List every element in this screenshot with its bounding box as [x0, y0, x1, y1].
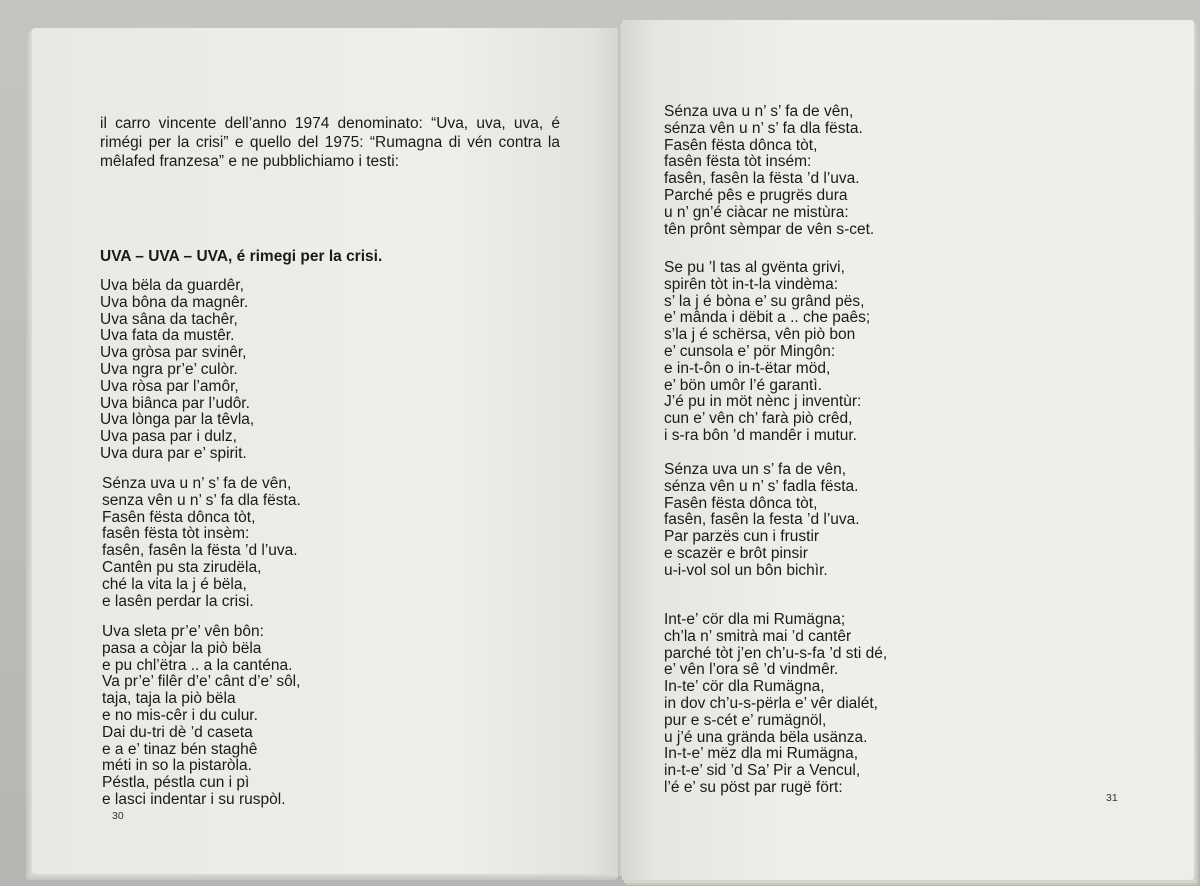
left-page — [32, 28, 622, 874]
verse-line: Uva ròsa par l’amôr, — [100, 377, 239, 395]
verse-line: fasên, fasên la fësta ’d l’uva. — [102, 542, 298, 560]
verse-line: In-t-e’ mëz dla mi Rumägna, — [664, 745, 859, 763]
verse-line: Uva bëla da guardêr, — [100, 277, 244, 294]
verse-line: Va pr’e’ filêr d’e’ cânt d’e’ sôl, — [102, 673, 301, 691]
verse-line: in dov ch’u-s-përla e’ vêr dialét, — [664, 694, 878, 712]
verse-line: e scazër e brôt pinsir — [664, 544, 808, 562]
verse-line: spirên tòt in-t-la vindèma: — [664, 275, 839, 293]
verse-line: in-t-e’ sid ’d Sa’ Pir a Vencul, — [664, 762, 861, 780]
verse-line: Sénza uva u n’ s’ fa de vên, — [664, 103, 854, 120]
verse-line: taja, taja la piò bëla — [102, 690, 236, 708]
stanza-left-1 — [100, 278, 254, 463]
verse-line: Uva ngra pr’e’ culòr. — [100, 360, 238, 378]
verse-line: Sénza uva un s’ fa de vên, — [664, 461, 847, 478]
verse-line: pur e s-cét e’ rumägnöl, — [664, 711, 827, 729]
intro-text: il carro vincente dell’anno 1974 denominato: “Uva, uva, uva, é rimégi per la crisi” e quello del 1975: “Rumagna di vén contra la mêlafed franzesa” e ne pubblichiamo i testi: — [100, 115, 560, 170]
verse-line: i s-ra bôn ’d mandêr i mutur. — [664, 426, 857, 444]
verse-line: Uva sleta pr’e’ vên bôn: — [102, 623, 264, 640]
verse-line: Int-e’ cör dla mi Rumägna; — [664, 611, 846, 628]
verse-line: ch’la n’ smitrà mai ’d cantêr — [664, 627, 852, 645]
verse-line: Par parzës cun i frustir — [664, 528, 820, 546]
verse-line: Sénza uva u n’ s’ fa de vên, — [102, 475, 292, 492]
verse-line: Uva fata da mustêr. — [100, 327, 235, 345]
verse-line: fasên, fasên la fësta ’d l’uva. — [664, 170, 860, 188]
verse-line: J’é pu in möt nènc j inventùr: — [664, 393, 862, 411]
verse-line: Péstla, péstla cun i pì — [102, 774, 250, 792]
verse-line: méti in so la pistaròla. — [102, 757, 252, 775]
verse-line: u j’é una grända bëla usänza. — [664, 728, 868, 746]
verse-line: sénza vên u n’ s’ fa dla fësta. — [664, 119, 863, 137]
verse-line: senza vên u n’ s’ fa dla fësta. — [102, 491, 301, 509]
verse-line: fasên, fasên la festa ’d l’uva. — [664, 511, 860, 529]
verse-line: Uva sâna da tachêr, — [100, 310, 238, 328]
verse-line: Uva gròsa par svinêr, — [100, 344, 247, 362]
right-page — [622, 20, 1194, 880]
stanza-right-1 — [664, 104, 874, 238]
stanza-right-2 — [664, 260, 870, 445]
verse-line: sénza vên u n’ s’ fadla fësta. — [664, 477, 859, 495]
verse-line: l’é e’ su pöst par rugë fört: — [664, 778, 843, 796]
verse-line: e a e’ tinaz bén staghê — [102, 740, 258, 758]
verse-line: Se pu ’l tas al gvënta grivi, — [664, 259, 845, 276]
verse-line: Uva lònga par la têvla, — [100, 411, 255, 429]
verse-line: cun e’ vên ch’ farà piò crêd, — [664, 410, 853, 428]
verse-line: e lasci indentar i su ruspòl. — [102, 790, 286, 808]
verse-line: s’ la j é bòna e’ su grând pës, — [664, 292, 865, 310]
verse-line: Cantên pu sta zirudëla, — [102, 558, 262, 576]
verse-line: Uva pasa par i dulz, — [100, 428, 237, 446]
verse-line: Fasên fësta dônca tòt, — [664, 494, 818, 512]
verse-line: e’ cunsola e’ pör Mingôn: — [664, 342, 836, 360]
stanza-left-2 — [102, 476, 301, 610]
verse-line: parché tòt j’en ch’u-s-fa ’d sti dé, — [664, 644, 888, 662]
verse-line: ché la vita la j é bëla, — [102, 575, 247, 593]
verse-line: Parché pês e prugrës dura — [664, 186, 848, 204]
stanza-left-3 — [102, 624, 300, 809]
verse-line: tên prônt sèmpar de vên s-cet. — [664, 220, 875, 238]
verse-line: fasên fësta tòt insém: — [664, 153, 812, 171]
verse-line: s’la j é schërsa, vên piò bon — [664, 326, 856, 344]
verse-line: e’ vên l’ora sê ’d vindmêr. — [664, 661, 839, 679]
verse-line: e pu chl’ëtra .. a la canténa. — [102, 656, 293, 674]
open-booklet — [14, 10, 1190, 876]
page-number-left: 30 — [112, 810, 124, 822]
stanza-right-3 — [664, 462, 860, 580]
verse-line: fasên fësta tòt insèm: — [102, 525, 250, 543]
poem-title: UVA – UVA – UVA, é rimegi per la crisi. — [100, 248, 383, 265]
verse-line: e’ bön umôr l’é garantì. — [664, 376, 822, 394]
verse-line: u n’ gn’é ciàcar ne mistùra: — [664, 203, 849, 221]
verse-line: Fasên fësta dônca tòt, — [664, 136, 818, 154]
verse-line: e’ mânda i dëbit a .. che paês; — [664, 309, 871, 327]
stanza-right-4 — [664, 612, 887, 797]
verse-line: Uva biânca par l’udôr. — [100, 394, 250, 412]
verse-line: e no mis-cêr i du culur. — [102, 706, 258, 724]
verse-line: e in-t-ôn o in-t-ëtar möd, — [664, 359, 831, 377]
verse-line: Fasên fësta dônca tòt, — [102, 508, 256, 526]
verse-line: Uva bôna da magnêr. — [100, 293, 249, 311]
verse-line: e lasên perdar la crisi. — [102, 592, 254, 610]
verse-line: Dai du-tri dè ’d caseta — [102, 723, 253, 741]
verse-line: Uva dura par e’ spirit. — [100, 444, 247, 462]
page-number-right: 31 — [1106, 792, 1118, 804]
intro-paragraph — [100, 114, 560, 171]
verse-line: In-te’ cör dla Rumägna, — [664, 678, 825, 696]
verse-line: pasa a còjar la piò bëla — [102, 639, 262, 657]
verse-line: u-i-vol sol un bôn bichìr. — [664, 561, 828, 579]
